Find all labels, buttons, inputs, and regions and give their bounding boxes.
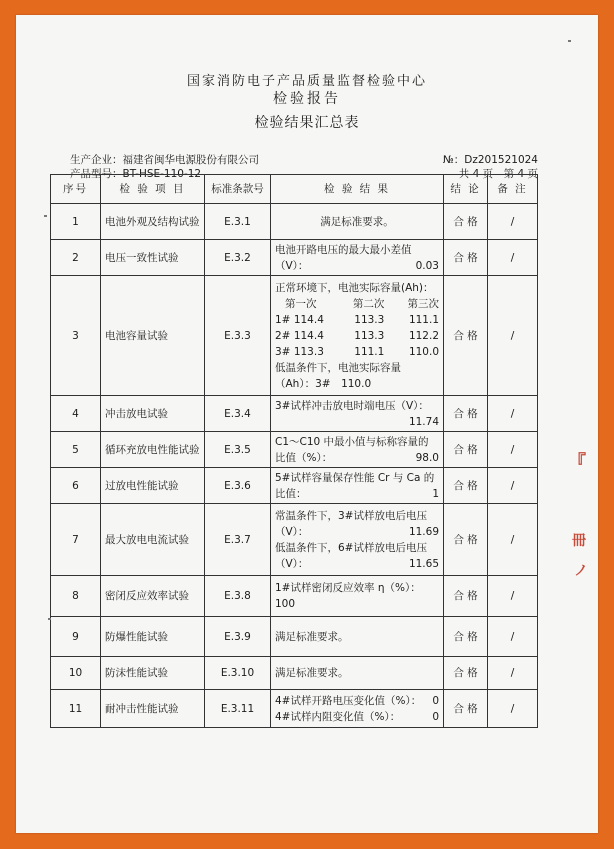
row-no: 10 [51,657,101,690]
row-result: 满足标准要求。 [271,617,444,657]
result-value: 11.65 [408,557,439,570]
row-clause: E.3.9 [205,617,271,657]
row-conclusion: 合 格 [444,690,488,728]
capacity-value: 1# 114.4 [275,313,324,326]
col-header-clause: 标准条款号 [205,175,271,204]
row-result [271,504,444,576]
seal-fragment: 『 [568,452,586,473]
row-item: 冲击放电试验 [101,396,205,432]
trial-3-label: 第三次 [407,297,439,310]
capacity-value: 2# 114.4 [275,329,324,342]
row-no: 5 [51,432,101,468]
result-value: 0 [432,694,439,707]
result-line: 正常环境下，电池实际容量(Ah)： [275,281,434,294]
row-clause: E.3.1 [205,204,271,240]
row-conclusion: 合 格 [444,468,488,504]
result-value: 98.0 [415,451,439,464]
center-name: 国家消防电子产品质量监督检验中心 [186,74,427,89]
result-value: 0.03 [415,259,439,272]
manufacturer: 生产企业：福建省闽华电源股份有限公司 [70,154,259,166]
row-clause: E.3.8 [205,576,271,617]
row-no: 2 [51,240,101,276]
col-header-no: 序号 [51,175,101,204]
table-row [51,396,538,432]
row-note: / [488,204,538,240]
capacity-row [275,328,439,344]
row-conclusion: 合 格 [444,276,488,396]
row-note: / [488,690,538,728]
row-note: / [488,617,538,657]
row-no: 4 [51,396,101,432]
row-no: 3 [51,276,101,396]
trial-header [275,296,439,312]
row-note: / [488,240,538,276]
table-row [51,468,538,504]
row-conclusion: 合 格 [444,576,488,617]
row-item: 耐冲击性能试验 [101,690,205,728]
result-label: （V）： [275,525,309,538]
result-line: 5#试样容量保存性能 Cr 与 Ca 的 [275,471,435,484]
capacity-value: 111.1 [354,345,385,358]
row-item: 防沫性能试验 [101,657,205,690]
table-row [51,657,538,690]
row-item: 最大放电电流试验 [101,504,205,576]
row-result: 1#试样密闭反应效率 η（%）：100 [271,576,444,617]
row-conclusion: 合 格 [444,240,488,276]
table-row [51,617,538,657]
seal-fragment: ノ [574,563,588,579]
report-title: 检验报告 [273,91,341,107]
result-label: 4#试样内阻变化值（%）： [275,710,401,723]
row-conclusion: 合 格 [444,204,488,240]
row-note: / [488,504,538,576]
result-label: （V）： [275,557,309,570]
row-note: / [488,432,538,468]
row-item: 防爆性能试验 [101,617,205,657]
row-result [271,690,444,728]
row-result [271,240,444,276]
row-item: 循环充放电性能试验 [101,432,205,468]
result-line: （Ah）：3# 110.0 [275,377,372,390]
row-result: 满足标准要求。 [271,657,444,690]
capacity-row [275,344,439,360]
row-no: 1 [51,204,101,240]
row-no: 6 [51,468,101,504]
result-line [275,709,439,725]
row-conclusion: 合 格 [444,617,488,657]
row-note: / [488,276,538,396]
result-value: 1 [432,487,439,500]
result-line: 常温条件下，3#试样放电后电压 [275,509,427,522]
row-conclusion: 合 格 [444,396,488,432]
page-count: 共 4 页 第 4 页 [458,168,538,180]
result-line: 3#试样冲击放电时端电压（V）： [275,399,429,412]
product-model: 产品型号：BT-HSE-110-12 [70,168,202,180]
trial-1-label: 第一次 [285,297,317,310]
result-line [275,693,439,709]
row-no: 11 [51,690,101,728]
result-label: 4#试样开路电压变化值（%）： [275,694,422,707]
result-value: 11.69 [408,525,439,538]
row-clause: E.3.5 [205,432,271,468]
row-note: / [488,576,538,617]
col-header-conclusion: 结 论 [444,175,488,204]
row-item: 电池容量试验 [101,276,205,396]
table-title: 检验结果汇总表 [254,115,360,131]
row-clause: E.3.7 [205,504,271,576]
row-conclusion: 合 格 [444,432,488,468]
result-line: 低温条件下，6#试样放电后电压 [275,541,427,554]
col-header-result: 检 验 结 果 [271,175,444,204]
capacity-value: 113.3 [354,313,385,326]
capacity-value: 112.2 [408,329,439,342]
row-result [271,276,444,396]
result-line: C1～C10 中最小值与标称容量的 [275,435,429,448]
scan-speck [44,215,47,217]
row-clause: E.3.2 [205,240,271,276]
col-header-note: 备 注 [488,175,538,204]
row-note: / [488,396,538,432]
row-note: / [488,657,538,690]
capacity-value: 113.3 [354,329,385,342]
row-result [271,432,444,468]
table-row [51,504,538,576]
capacity-value: 3# 113.3 [275,345,324,358]
scan-speck [568,40,571,42]
result-line [275,524,439,540]
result-value: 0 [432,710,439,723]
report-number: №：Dz201521024 [442,154,538,166]
trial-2-label: 第二次 [352,297,385,310]
row-clause: E.3.6 [205,468,271,504]
result-line [275,556,439,572]
table-row [51,204,538,240]
row-no: 9 [51,617,101,657]
table-row [51,432,538,468]
row-item: 电压一致性试验 [101,240,205,276]
table-row [51,576,538,617]
result-line: 电池开路电压的最大最小差值 [275,243,412,256]
result-label: 比值（%）： [275,451,333,464]
row-conclusion: 合 格 [444,504,488,576]
table-row [51,276,538,396]
capacity-value: 110.0 [408,345,439,358]
result-label: （V）： [275,259,309,272]
seal-fragment: 冊 [572,533,586,549]
row-result: 满足标准要求。 [271,204,444,240]
row-no: 8 [51,576,101,617]
capacity-value: 111.1 [408,313,439,326]
row-clause: E.3.11 [205,690,271,728]
table-header-row [51,175,538,204]
row-item: 密闭反应效率试验 [101,576,205,617]
result-line [275,258,439,274]
table-row [51,240,538,276]
result-line [275,450,439,466]
scan-speck [48,618,51,620]
row-result [271,396,444,432]
row-no: 7 [51,504,101,576]
col-header-item: 检 验 项 目 [101,175,205,204]
row-item: 电池外观及结构试验 [101,204,205,240]
row-conclusion: 合 格 [444,657,488,690]
table-row [51,690,538,728]
capacity-row [275,312,439,328]
row-clause: E.3.4 [205,396,271,432]
row-clause: E.3.3 [205,276,271,396]
row-clause: E.3.10 [205,657,271,690]
row-note: / [488,468,538,504]
row-result [271,468,444,504]
row-item: 过放电性能试验 [101,468,205,504]
result-line [275,486,439,502]
result-value: 11.74 [408,415,439,428]
result-line: 低温条件下，电池实际容量 [275,361,401,374]
results-table [50,174,538,728]
result-label: 比值： [275,487,307,500]
